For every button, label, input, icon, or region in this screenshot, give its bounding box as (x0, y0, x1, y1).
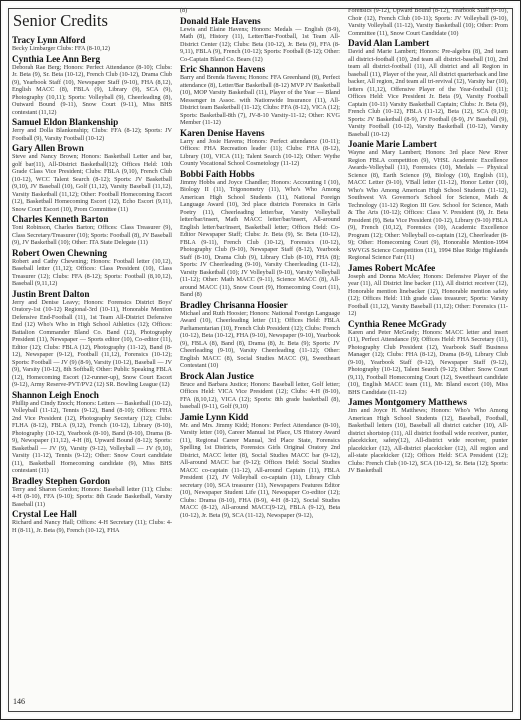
senior-entry (12, 248, 172, 288)
senior-entry (348, 7, 508, 37)
senior-name: Eric Shannon Havens (180, 64, 266, 74)
senior-credits-text: Jim and Joyce H. Matthews; Honors: Who's Who Among American High School Students (12), Baseball, Football, Basketball letters (10), Baseball all district catcher (10), All-district shortstop (11), All district football wide receiver, punter, placekicker, safety(12), All-district wide receiver, punter placekicker (12), All-district placekicker (12), All region and all-state placekicker (12); Offices Held: SCA President (12); Clubs: French Club (10-12), SCA (10-12), Sr. Beta (12); Sports: JV Basketball (348, 407, 508, 474)
senior-entry (12, 476, 172, 509)
page-title: Senior Credits (13, 11, 108, 30)
senior-entry (180, 169, 340, 299)
senior-entry (12, 509, 172, 534)
senior-name: Justin Brent Dalton (12, 288, 90, 299)
senior-credits-text: Larry and Josie Havens; Honors: Perfect attendance (10-11); Offices: FHA Recreation leader (11); Clubs: FHA (8-12), Library (10), VICA (11); Talent Search (10-12); Other: Wythe County Vocational School Cosmetology (11-12) (180, 137, 340, 167)
senior-name: Karen Denise Havens (180, 127, 265, 138)
senior-credits-text: Bruce and Barbara Justice; Honors: Baseball letter, Golf letter; Offices Held: VICA Vice President (12); Clubs: 4-H (8-10), FFA (8,10,12), VICA (12); Sports: 8th grade basketball (8), baseball (9-11), Golf (9,10) (180, 380, 340, 410)
senior-name: James Montgomery Matthews (348, 397, 467, 407)
senior-entry (180, 16, 340, 64)
senior-credits-text: Jerry and Dolla Blankenship; Clubs: FFA (8-12); Sports: JV Football (9), Varsity Football (10-12) (12, 127, 172, 142)
senior-entry (348, 139, 508, 262)
senior-credits-text: Robert and Cathy Chewning; Honors: Football letter (10,12), Baseball letter (11,12); Offices: Class President (10), Class Treasurer (12); Clubs: FFA (8-12); Sports: Football (8,10,12), Baseball (9,11,12) (12, 257, 172, 287)
senior-credits-text: Wayne and Mary Lambert; Honors: 3rd place New River Region FBLA competition (9), VHSL Academic Excellence Awards-Volleyball (11), Forensics (10), Medals — Physical Science (8), Earth Science (9), Biology (10), English (11), MACC Letter (9-10), VBall letter (11-12), Honor Letter (10), Who's Who Among American High School Students (11-12), Southwest VA Governor's School for Science, Math & Technology (11-12) Region III Gov. School for Science, Math & The Arts (10-12); Offices: Class V. President (9), Jr. Beta President (9), Beta Vice President (10-12), Library (9-10) FBLA (9), French (10,12), Forensics (10), Academic Excellence Program (12); Other: Volleyball co-captain (12), Cheerleader (8-9); Other: Homecoming Court (9), Honorable Mention-1994 SWVGS Science Competition (11), 1994 Blue Ridge Highlands Regional Science Fair (11) (348, 149, 508, 261)
senior-name: Crystal Lee Hall (12, 509, 77, 519)
senior-name: Charles Kenneth Barton (12, 214, 109, 224)
senior-credits-text: Jerry and Denise Leavy; Honors: Forensics District Boys' Oratory-1st (10-12) Regional-3rd (10-11), Honorable Mention Defensive End-Football (11), 1st Team All-District Defensive End (12) Who's Who in High School Athletics (12); Offices: Battalion Commander Bland Co. Band (12), Photography President (11), Newspaper — Sports editor (10), Co-editor (11), Editor (12); Clubs: FBLA (12), Photography (11-12), Band (8-12), Newspaper (9-12), Football (11,12), Forensics (10-12); Sports: Football — JV (9) (8-9), Varsity (10-12), Baseball — JV (9), Varsity (10-12), 8th Softball; Other: Public Speaking FBLA (12), Homecoming Escort (12-runner-up), Snow Court Escort (9-12), Army Reserve-PVT/PV2 (12) SR. Bowling League (12) (12, 298, 172, 388)
senior-credits-text: Steve and Nancy Brown; Honors: Basketball Letter and bar, golf bar(11), All-District Basketball(12); Offices Held: 10th Grade Class Vice President; Clubs: FBLA (9,10), French Club (10-12), WCC Talent Search (8-12); Sports: JV Basketball (9,10), JV Baseball (10), Golf (11,12), Varsity Baseball (11,12), Varsity Basketball (11,12); Other: Football Homecoming Escort (12), Basketball Homecoming Escort (12), Echo Escort (9,11), Snow Court Escort (10), Prom Committee (11) (12, 153, 172, 213)
senior-entry (12, 390, 172, 475)
senior-name: Brock Alan Justice (180, 370, 254, 381)
senior-name: Joanie Marie Lambert (348, 139, 437, 149)
senior-credits-text: Barry and Brenda Havens; Honors: FFA Greenhand (8), Perfect attendance (8), Letter/Bar Basketball (8-12) MVP JV Basketball (10), MOP Varsity Basketball (11), Player of the Year — Bland Messenger in Assoc. with Nationwide Insurance (11), All-District team Basketball (11-12); Clubs: FFA (8-12), VICA (12); Sports: Basketball-8th (7), JV-8-10 Varsity-11-12; Other: KVG Member (11-12) (180, 74, 340, 126)
senior-entry (12, 117, 172, 142)
senior-name: Bradley Chrisanna Hoosier (180, 299, 288, 310)
senior-credits-text: David and Marie Lambert; Honors: Pre-algebra (8), 2nd team all district-football (10), 2nd team all district-baseball (10), 2nd team all district-football (11), All district and all Region in baseball (11), Player of the year, All district quarterback and line backer, All region, 2nd team all tri-revival (12), Varsity bar (10), letters (11,12), Offensive Player of the Year-football (11); Offices Held: Vice President Jr. Beta (9), Varsity Football Captain (10-11) Varsity Basketball Captain; Clubs: Jr. Beta (9), French Club (10-12), FBLA (11-12), Beta (12), SCA (9,10); Sports: JV Basketball (8-9), JV Football (8-9), JV Baseball (9), Varsity Football (10-12), Varsity Basketball (10-12), Varsity Baseball (10-12) (348, 48, 508, 138)
senior-entry (180, 7, 340, 15)
column-2 (180, 7, 340, 519)
senior-name: Bobbi Faith Hobbs (180, 168, 255, 179)
senior-name: Donald Hale Havens (180, 15, 261, 26)
senior-entry (12, 35, 172, 53)
senior-credits-text: Joseph and Donna McAfee; Honors: Defensive Player of the year (11), All District line backer (11), All district receiver (12), Honorable mention linebacker (12), Honorable mention safety (12); Offices Held: 11th grade class treasurer; Sports: Varsity Football (11,12), Varsity Baseball (11,12); Other: Forensics (11-12) (348, 272, 508, 317)
senior-credits-text: Jimmy Hobbs and Joyce Chandler; Honors: Accounting I (10), Biology II (11), Trigonometry (11), Who's Who Among American High School Students (11), National Foreign Language Award (10), 3rd place districts Forensics in Girls Poetry (11), Cheerleading letter/bar, Varsity Volleyball letter/bar/insert, Math MACC letter/bar/insert, All-around English letter/bar/insert, Basketball letter; Offices Held: Co-Editor Newspaper Staff; Clubs: Jr. Beta (9), Sr. Beta (10-12), FBLA (9-11), French Club (10-12), Forensics (10-12), Photography Club (9-10), Newspaper Staff (8-12), Yearbook Staff (8-10), Drama Club (9), Library Club (8-10), FHA (8); Sports: JV Cheerleading (9-10), Varsity Cheerleading (11-12), Varsity Basketball (10); JV Volleyball (9-10), Varsity Volleyball (11-12); Other: Math MACC (9-11), Science MACC (8), All-around MACC (11), Snow Court (9), Homecoming Court (11), Band (8) (180, 178, 340, 298)
senior-name: Jamie Lynn Kidd (180, 411, 249, 422)
column-3 (348, 7, 508, 475)
senior-entry (348, 38, 508, 138)
senior-name: Gary Allen Brown (12, 143, 84, 153)
senior-entry (12, 289, 172, 389)
senior-entry (180, 300, 340, 370)
senior-name: James Robert McAfee (348, 262, 436, 273)
senior-entry (180, 64, 340, 127)
senior-name: Cynthia Lee Ann Berg (12, 53, 101, 64)
senior-entry (12, 54, 172, 117)
senior-credits-text: Mr. and Mrs. Jimmy Kidd; Honors: Perfect Attendance (8-10), Varsity letter (10), Career Manual 1st Place, US History Award (11), Regional Career Manual, 3rd Place State, Forensics Spelling 1st Districts, Forensics Girls Original Oratory 2nd District, MACC letter (8), Social Studies MACC bar (9-12), All-around MACC bar (9-12); Offices Held: Social Studies MACC co-captain (11-12), All-around Captain (11), FBLA President (12), JV Volleyball co-captain (11), Library Club secretary (10), SCA treasurer (11), Newspapers Features Editor (10), Newspaper Student Life (11), Newspaper Co-editor (12); Clubs: Drama (8-10), FHA (8-9), 4-H (8-12), Social Studies MACC (8-12), All-around MACC(9-12), FBLA (9-12), Beta (10-12), Jr. Beta (9), SCA (11-12), Newspaper (9-12), (180, 421, 340, 519)
senior-credits-text: Karen and Peter McGrady; Honors: MACC letter and insert (11), Perfect Attendance (9); Offices Held: FHA Secretary (11), Photography Club President (12), Yearbook Staff Business Manager (12); Clubs: FHA (8-12), Drama (8-9), Library Club (9-10), Yearbook Staff (9-12), Newspaper Staff (9-12), Photography (10-12), Talent Search (9-12); Other: Snow Court (9,11), Football Homecoming Court (12), Sweetheart candidate (10), English MACC team (11), Mr. Bland escort (10), Miss BHS Candidate (11-12) (348, 328, 508, 396)
senior-entry (348, 319, 508, 397)
senior-credits-text: Michael and Ruth Hoosier; Honors: National Foreign Language Award (10), Cheerleading letter (11); Offices Held: FBLA Parliamentarian (10), French Club President (12); Clubs: French (10-12), Beta (10-12), FHA (9-10), Newspaper (9-10), Yearbook (9), FBLA (8), Band (8), Drama (8), Jr. Beta (9); Sports: JV Cheerleading (9-10), Varsity Cheerleading (11-12); Other: English MACC (8), Social Studies MACC (9), Sweetheart Contestant (10) (180, 309, 340, 369)
senior-name: Cynthia Renee McGrady (348, 318, 447, 329)
senior-credits-text: Lewis and Elaine Havens; Honors: Medals — English (8-9), Math (8), History (11), Letter/Bar-Football, 1st Team All-District Center (12); Clubs: Beta (10-12), Jr. Beta (9), FFA (8-9,11), FBLA (9), French (10-12); Sports: Football (8-12); Other: Co-Captain Bland Co. Bears (12) (180, 25, 340, 63)
senior-credits-text: Toni Robinson, Charles Barton; Offices: Class Treasurer (9), Class Secretary/Treasurer (10); Sports: Football (8), JV Baseball (9), JV Basketball (10); Other: ITA State Delegate (11) (12, 224, 172, 246)
column-1 (12, 34, 172, 534)
senior-name: David Alan Lambert (348, 38, 430, 48)
senior-credits-text: Deborah Rae Berg; Honors: Perfect Attendance (8-10); Clubs: Jr. Beta (9), Sr. Beta (10-12), French Club (10-12), Drama Club (9), Yearbook Staff (10), Newspaper Staff (9-10), FHA (8,12), English MACC (8), FBLA (9), Library (9), SCA (9), Photography (10,11); Sports: Volleyball (9), Cheerleading (8), Outward Bound (9-11), Snow Court (9-11), Miss BHS contestant (11,12) (12, 63, 172, 116)
senior-credits-text: (8) (180, 7, 188, 14)
senior-credits-text: Becky Limbarger Clubs: FFA (8-10,12) (12, 45, 110, 52)
senior-name: Bradley Stephen Gordon (12, 475, 111, 486)
senior-credits-text: Terry and Sharon Gordon; Honors: Baseball letter (11); Clubs: 4-H (8-10), FFA (9-10); Sports: 8th Grade Basketball, Varsity Baseball (11) (12, 485, 172, 508)
senior-entry (12, 143, 172, 213)
senior-name: Samuel Eldon Blankenship (12, 117, 119, 127)
senior-entry (348, 397, 508, 475)
senior-name: Tracy Lynn Alford (12, 35, 86, 45)
senior-entry (180, 412, 340, 520)
senior-entry (180, 371, 340, 411)
senior-name: Robert Owen Chewning (12, 247, 107, 258)
senior-entry (348, 263, 508, 318)
senior-credits-text: Phillip and Cindy Enoch; Honors: Letters — Basketball (10-12), Volleyball (11-12), Tennis (9-12), Band (8-10); Offices: FHA 2nd Vice President (12), Photography Secretary (12); Clubs: FLHA (8-12), FBLA (9,12), French (10-12), Library (8-10), Photography (10-12), Yearbook (8-10), Band (8-10), Drama (8-9), Newspaper (11,12), 4-H (8), Upward Bound (8-12); Sports: Basketball — JV (9), Varsity (9-12), Volleyball — JV (9,10), Varsity (11-12), Tennis (9-12); Other: Snow Court candidate (11), Basketball Homecoming candidate (9), Miss BHS contestant (11) (12, 399, 172, 474)
senior-credits-text: Richard and Nancy Hall; Offices: 4-H Secretary (11); Clubs: 4-H (8-11), Jr. Beta (9), French (10-12), FHA (12, 519, 172, 534)
senior-entry (12, 214, 172, 247)
senior-name: Shannon Leigh Enoch (12, 389, 99, 400)
page-number: 146 (13, 697, 25, 706)
senior-credits-text: Forensics (9-12), Upward Bound (8-12), Yearbook Staff (9-10), Choir (12), French Club (10-11); Sports: JV Volleyball (9-10), Varsity Volleyball (11-12), Varsity Basketball (10); Other: Prom Committee (11), Snow Court Candidate (10) (348, 7, 508, 37)
senior-entry (180, 128, 340, 168)
